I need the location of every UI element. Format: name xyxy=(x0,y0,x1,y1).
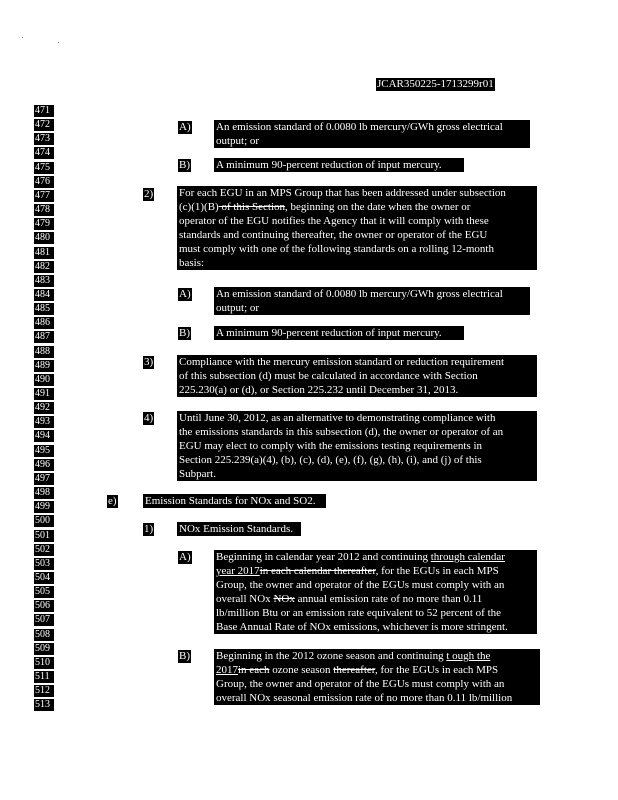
line-number: 483 xyxy=(34,275,54,287)
line-number: 511 xyxy=(34,671,54,683)
text: , for the EGUs in each MPS xyxy=(375,664,499,676)
line-number: 494 xyxy=(34,430,54,442)
text-line: overall NOx seasonal emission rate of no more than 0.11 lb/million xyxy=(216,692,513,704)
heading-nox-so2-standards xyxy=(143,494,326,508)
text-line: Until June 30, 2012, as an alternative to demonstrating compliance with xyxy=(179,412,496,424)
line-number: 485 xyxy=(34,303,54,315)
line-number: 512 xyxy=(34,685,54,697)
struck-text: in each xyxy=(238,664,270,676)
line-number: 482 xyxy=(34,261,54,273)
line-number: 475 xyxy=(34,162,54,174)
line-number: 493 xyxy=(34,416,54,428)
text-line: Section 225.239(a)(4), (b), (c), (d), (e), (f), (g), (h), (i), and (j) of this xyxy=(179,454,482,466)
inserted-text: through calendar xyxy=(430,551,505,563)
line-number: 491 xyxy=(34,388,54,400)
text: Beginning in calendar year 2012 and continuing xyxy=(216,551,431,563)
struck-text: thereafter xyxy=(333,664,375,676)
text-line: A minimum 90-percent reduction of input mercury. xyxy=(216,327,442,339)
inserted-text: 2017 xyxy=(216,664,238,676)
text-line xyxy=(216,550,534,564)
text-line: output; or xyxy=(216,302,260,314)
line-number: 495 xyxy=(34,445,54,457)
text-line: A minimum 90-percent reduction of input mercury. xyxy=(216,159,442,171)
text-line: output; or xyxy=(216,135,260,147)
line-number: 500 xyxy=(34,515,54,527)
item-marker-A: A) xyxy=(179,551,191,563)
paragraph-B-mercury-reduction-2 xyxy=(214,326,464,340)
line-number: 506 xyxy=(34,600,54,612)
scan-speck xyxy=(58,42,59,43)
line-number: 480 xyxy=(34,232,54,244)
line-number: 498 xyxy=(34,487,54,499)
line-number: 486 xyxy=(34,317,54,329)
document-header-code: JCAR350225-1713299r01 xyxy=(377,78,494,90)
text-line: NOx Emission Standards. xyxy=(179,523,293,535)
line-number: 510 xyxy=(34,657,54,669)
line-number: 471 xyxy=(34,105,54,117)
struck-text: of this Section xyxy=(218,201,286,213)
item-marker-A: A) xyxy=(179,121,191,133)
text-line xyxy=(216,649,537,663)
line-number: 478 xyxy=(34,204,54,216)
item-marker-1: 1) xyxy=(144,523,154,535)
line-number: 490 xyxy=(34,374,54,386)
line-number: 477 xyxy=(34,190,54,202)
line-number: 503 xyxy=(34,558,54,570)
line-number: 474 xyxy=(34,147,54,159)
text-line: 225.230(a) or (d), or Section 225.232 until December 31, 2013. xyxy=(179,384,459,396)
line-number: 513 xyxy=(34,699,54,711)
line-number: 509 xyxy=(34,643,54,655)
text-line: Emission Standards for NOx and SO2. xyxy=(145,495,316,507)
line-number: 505 xyxy=(34,586,54,598)
text: , for the EGUs in each MPS xyxy=(375,565,499,577)
line-number: 504 xyxy=(34,572,54,584)
text: annual emission rate of no more than 0.11 xyxy=(294,593,483,605)
reference-text: (c)(1)(B) xyxy=(179,201,219,213)
line-number: 508 xyxy=(34,629,54,641)
text-line: Base Annual Rate of NOx emissions, whichever is more stringent. xyxy=(216,621,508,633)
text-line: For each EGU in an MPS Group that has been addressed under subsection xyxy=(179,187,506,199)
paragraph-2-egu-standards xyxy=(177,186,537,270)
line-number: 488 xyxy=(34,346,54,358)
text-line: standards and continuing thereafter, the owner or operator of the EGU xyxy=(179,229,488,241)
item-marker-4: 4) xyxy=(144,412,154,424)
continuation-text: , beginning on the date when the owner or xyxy=(285,201,471,213)
heading-nox-emission-standards xyxy=(177,522,301,536)
text-line: EGU may elect to comply with the emissions testing requirements in xyxy=(179,440,483,452)
text: Beginning in the 2012 ozone season and continuing xyxy=(216,650,447,662)
line-number: 487 xyxy=(34,331,54,343)
paragraph-A-nox-annual xyxy=(214,550,537,634)
item-marker-3: 3) xyxy=(144,356,154,368)
text-line: basis: xyxy=(179,257,205,269)
paragraph-4-alternative-compliance xyxy=(177,411,537,481)
line-number: 484 xyxy=(34,289,54,301)
line-number: 501 xyxy=(34,530,54,542)
paragraph-A-mercury-standard-2 xyxy=(214,287,530,315)
line-number: 496 xyxy=(34,459,54,471)
paragraph-3-compliance-calculation xyxy=(177,355,537,397)
text-line: operator of the EGU notifies the Agency that it will comply with these xyxy=(179,215,489,227)
line-number: 499 xyxy=(34,501,54,513)
line-number: 507 xyxy=(34,614,54,626)
text-line: of this subsection (d) must be calculated in accordance with Section xyxy=(179,370,478,382)
text-line: Group, the owner and operator of the EGUs must comply with an xyxy=(216,579,505,591)
line-number: 481 xyxy=(34,247,54,259)
item-marker-A: A) xyxy=(179,288,191,300)
text: ozone season xyxy=(269,664,334,676)
line-number: 502 xyxy=(34,544,54,556)
text: overall NOx xyxy=(216,593,274,605)
inserted-text: t ough the xyxy=(446,650,491,662)
inserted-text: year 2017 xyxy=(216,565,260,577)
item-marker-B: B) xyxy=(179,327,190,339)
scan-speck xyxy=(22,37,23,38)
line-number: 489 xyxy=(34,360,54,372)
line-number: 492 xyxy=(34,402,54,414)
item-marker-e: e) xyxy=(108,495,117,507)
line-number: 473 xyxy=(34,133,54,145)
line-number: 479 xyxy=(34,218,54,230)
text-line xyxy=(216,564,534,578)
text-line: An emission standard of 0.0080 lb mercury/GWh gross electrical xyxy=(216,121,503,133)
text-line: Subpart. xyxy=(179,468,216,480)
item-marker-2: 2) xyxy=(144,188,154,200)
text-line xyxy=(216,663,537,677)
text-line: lb/million Btu or an emission rate equivalent to 52 percent of the xyxy=(216,607,502,619)
text-line xyxy=(179,200,534,214)
text-line xyxy=(216,592,534,606)
text-line: must comply with one of the following standards on a rolling 12-month xyxy=(179,243,494,255)
text-line: An emission standard of 0.0080 lb mercury/GWh gross electrical xyxy=(216,288,503,300)
paragraph-B-nox-seasonal xyxy=(214,649,540,705)
item-marker-B: B) xyxy=(179,650,190,662)
paragraph-B-mercury-reduction xyxy=(214,158,464,172)
line-number: 497 xyxy=(34,473,54,485)
line-number: 476 xyxy=(34,176,54,188)
line-number: 472 xyxy=(34,119,54,131)
paragraph-A-mercury-standard xyxy=(214,120,530,148)
text-line: the emissions standards in this subsection (d), the owner or operator of an xyxy=(179,426,504,438)
text-line: Group, the owner and operator of the EGUs must comply with an xyxy=(216,678,505,690)
struck-text: NOx xyxy=(273,593,295,605)
text-line: Compliance with the mercury emission standard or reduction requirement xyxy=(179,356,505,368)
struck-text: in each calendar thereafter xyxy=(259,565,376,577)
item-marker-B: B) xyxy=(179,159,190,171)
